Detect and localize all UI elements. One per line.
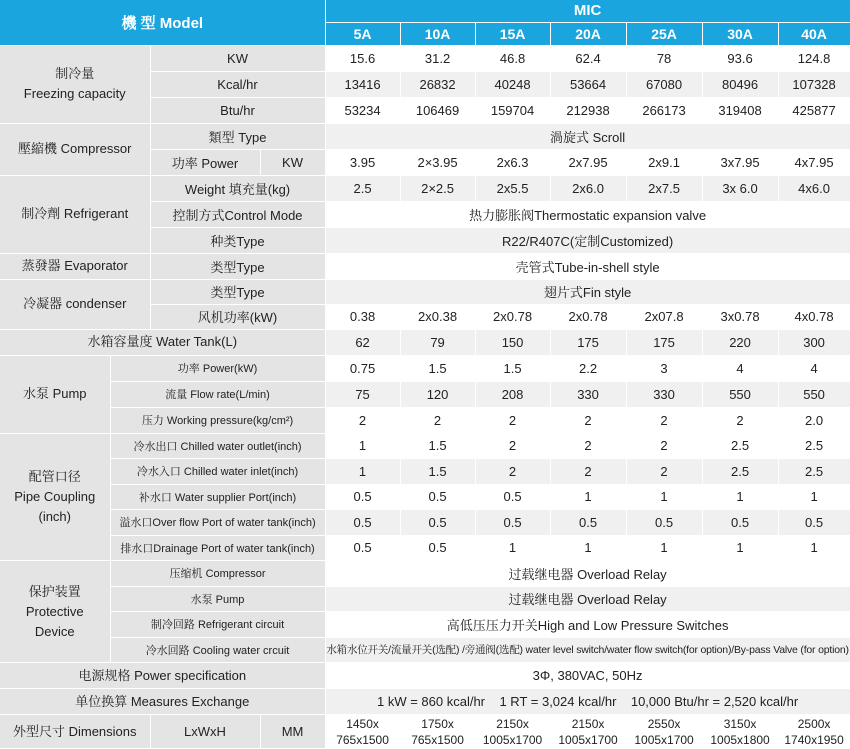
dimension-line: 2150x [496, 716, 529, 731]
model-column-header: 5A [325, 22, 400, 45]
value-cell: 0.5 [626, 510, 702, 536]
value-cell: 3 [626, 355, 702, 381]
value-cell: 550 [702, 381, 778, 407]
value-cell: 425877 [778, 97, 850, 123]
value-cell: 2.5 [702, 433, 778, 459]
category-cell [0, 433, 110, 561]
dimension-line: 1005x1700 [558, 732, 618, 747]
sub-label: 冷水出口 Chilled water outlet(inch) [110, 433, 325, 459]
value-cell: 2 [475, 433, 550, 459]
category-line: Pipe Coupling [14, 488, 96, 504]
value-cell: 0.5 [778, 510, 850, 536]
value-cell [702, 715, 778, 749]
sub-label: LxWxH [150, 715, 260, 749]
dimension-line: 2550x [647, 716, 681, 731]
value-cell: 2 [626, 459, 702, 485]
value-cell: 1.5 [400, 433, 475, 459]
value-cell: 1.5 [475, 355, 550, 381]
value-cell: 3x0.78 [702, 304, 778, 329]
value-cell: 2 [550, 433, 626, 459]
value-cell: 330 [626, 381, 702, 407]
dimension-line: 1005x1700 [482, 732, 543, 747]
table-row [0, 0, 850, 22]
sub-label: 功率 Power [150, 149, 260, 175]
value-cell: 120 [400, 381, 475, 407]
value-cell: 1 [702, 484, 778, 510]
unit-label: KW [260, 149, 325, 175]
category-cell [0, 45, 150, 123]
value-cell [626, 715, 702, 749]
value-cell: 过载继电器 Overload Relay [325, 561, 850, 587]
category-line: 保护装置 [28, 583, 81, 599]
table-row [0, 123, 850, 149]
sub-label: 溢水口Over flow Port of water tank(inch) [110, 510, 325, 536]
value-cell: 75 [325, 381, 400, 407]
model-column-header: 25A [626, 22, 702, 45]
value-cell: 1 [626, 484, 702, 510]
value-cell: 53234 [325, 97, 400, 123]
value-cell: 2x5.5 [475, 175, 550, 201]
value-cell: 93.6 [702, 45, 778, 71]
table-row [0, 253, 850, 279]
value-cell: 2x07.8 [626, 304, 702, 329]
dimension-line: 2500x [797, 716, 831, 731]
value-cell [400, 715, 475, 749]
value-cell: 2.5 [702, 459, 778, 485]
value-cell: 0.5 [400, 510, 475, 536]
sub-label: KW [150, 45, 325, 71]
category-cell: 水泵 Pump [0, 355, 110, 433]
value-cell: 0.5 [702, 510, 778, 536]
model-column-header: 15A [475, 22, 550, 45]
value-cell: 67080 [626, 71, 702, 97]
model-column-header: 30A [702, 22, 778, 45]
value-cell: 4 [778, 355, 850, 381]
sub-label: 压力 Working pressure(kg/cm²) [110, 407, 325, 433]
value-cell: 159704 [475, 97, 550, 123]
value-cell: 80496 [702, 71, 778, 97]
value-cell: 0.5 [325, 510, 400, 536]
sub-label: Kcal/hr [150, 71, 325, 97]
category-cell: 单位换算 Measures Exchange [0, 689, 325, 715]
value-cell: 40248 [475, 71, 550, 97]
value-cell: 3.95 [325, 149, 400, 175]
value-cell: 2.5 [778, 433, 850, 459]
value-cell: 53664 [550, 71, 626, 97]
category-line: Device [34, 623, 75, 639]
table-row [0, 663, 850, 689]
sub-label: 类型Type [150, 253, 325, 279]
value-cell: 1.5 [400, 459, 475, 485]
dimension-line: 1740x1950 [784, 732, 844, 747]
sub-label: 冷水回路 Cooling water crcuit [110, 637, 325, 663]
value-cell: 106469 [400, 97, 475, 123]
value-cell: 2.0 [778, 407, 850, 433]
category-cell: 蒸發器 Evaporator [0, 253, 150, 279]
value-cell: 1 [325, 459, 400, 485]
category-line: 制冷量 [55, 66, 95, 81]
value-cell: 0.75 [325, 355, 400, 381]
sub-label: 排水口Drainage Port of water tank(inch) [110, 535, 325, 561]
model-column-header: 10A [400, 22, 475, 45]
category-cell: 冷凝器 condenser [0, 279, 150, 329]
value-cell: 2x6.0 [550, 175, 626, 201]
value-cell [550, 715, 626, 749]
value-cell: 1 [475, 535, 550, 561]
sub-label: 补水口 Water supplier Port(inch) [110, 484, 325, 510]
table-row [0, 175, 850, 201]
sub-label: 制冷回路 Refrigerant circuit [110, 612, 325, 638]
category-line: 配管口径 [28, 468, 81, 484]
table-row [0, 381, 850, 407]
value-cell: 220 [702, 329, 778, 355]
table-row [0, 586, 850, 612]
value-cell: 107328 [778, 71, 850, 97]
value-cell: 150 [475, 329, 550, 355]
value-cell: 1 kW = 860 kcal/hr 1 RT = 3,024 kcal/hr 10,000 Btu/hr = 2,520 kcal/hr [325, 689, 850, 715]
value-cell: 79 [400, 329, 475, 355]
category-cell: 壓縮機 Compressor [0, 123, 150, 175]
value-cell: 2×2.5 [400, 175, 475, 201]
value-cell: 31.2 [400, 45, 475, 71]
table-row [0, 459, 850, 485]
model-column-header: 20A [550, 22, 626, 45]
table-row [0, 510, 850, 536]
value-cell: 2.2 [550, 355, 626, 381]
category-cell: 外型尺寸 Dimensions [0, 715, 150, 749]
value-cell: 0.5 [475, 510, 550, 536]
value-cell: 0.5 [550, 510, 626, 536]
value-cell: 0.5 [475, 484, 550, 510]
value-cell: 2 [475, 407, 550, 433]
value-cell: 0.5 [325, 535, 400, 561]
table-row [0, 45, 850, 71]
dimension-line: 1005x1700 [634, 732, 694, 747]
value-cell: 266173 [626, 97, 702, 123]
dimension-line: 2150x [571, 716, 605, 731]
table-row [0, 407, 850, 433]
series-header: MIC [325, 0, 850, 22]
value-cell: 46.8 [475, 45, 550, 71]
model-column-header: 40A [778, 22, 850, 45]
model-header: 機 型 Model [0, 0, 325, 45]
value-cell: 渦旋式 Scroll [325, 123, 850, 149]
value-cell: R22/R407C(定制Customized) [325, 227, 850, 253]
value-cell: 62 [325, 329, 400, 355]
value-cell: 0.5 [400, 535, 475, 561]
value-cell: 62.4 [550, 45, 626, 71]
table-row [0, 279, 850, 304]
dimension-line: 765x1500 [336, 732, 389, 747]
value-cell: 2 [626, 433, 702, 459]
value-cell: 13416 [325, 71, 400, 97]
sub-label: 流量 Flow rate(L/min) [110, 381, 325, 407]
value-cell: 78 [626, 45, 702, 71]
value-cell: 3Φ, 380VAC, 50Hz [325, 663, 850, 689]
value-cell: 2 [626, 407, 702, 433]
sub-label: 压缩机 Compressor [110, 561, 325, 587]
value-cell: 1 [778, 484, 850, 510]
value-cell: 4 [702, 355, 778, 381]
value-cell: 3x 6.0 [702, 175, 778, 201]
value-cell: 212938 [550, 97, 626, 123]
table-row [0, 355, 850, 381]
sub-label: 种类Type [150, 227, 325, 253]
category-line: (inch) [38, 508, 71, 524]
value-cell: 2x0.78 [550, 304, 626, 329]
table-row [0, 484, 850, 510]
value-cell: 1 [325, 433, 400, 459]
value-cell: 过载继电器 Overload Relay [325, 586, 850, 612]
value-cell: 26832 [400, 71, 475, 97]
value-cell: 208 [475, 381, 550, 407]
table-row [0, 637, 850, 663]
value-cell: 1 [626, 535, 702, 561]
value-cell: 2x7.95 [550, 149, 626, 175]
value-cell: 0.5 [400, 484, 475, 510]
value-cell: 3x7.95 [702, 149, 778, 175]
value-cell: 2 [325, 407, 400, 433]
dimension-line: 1750x [421, 716, 454, 731]
value-cell: 330 [550, 381, 626, 407]
value-cell: 高低压压力开关High and Low Pressure Switches [325, 612, 850, 638]
value-cell: 319408 [702, 97, 778, 123]
table-row [0, 715, 850, 749]
sub-label: 功率 Power(kW) [110, 355, 325, 381]
category-cell: 制冷劑 Refrigerant [0, 175, 150, 253]
value-cell: 175 [550, 329, 626, 355]
value-cell: 0.38 [325, 304, 400, 329]
dimension-line: 765x1500 [411, 732, 464, 747]
value-cell: 2x0.78 [475, 304, 550, 329]
category-line: Protective [25, 603, 84, 619]
sub-label: 冷水入口 Chilled water inlet(inch) [110, 459, 325, 485]
dimension-line: 1005x1800 [710, 732, 770, 747]
category-cell: 电源规格 Power specification [0, 663, 325, 689]
category-cell [0, 561, 110, 663]
value-cell: 2 [475, 459, 550, 485]
value-cell: 壳管式Tube-in-shell style [325, 253, 850, 279]
unit-label: MM [260, 715, 325, 749]
value-cell: 水箱水位开关/流量开关(选配) /旁通阀(选配) water level switch/water flow switch(for option)/By-pass Valve (for option) [325, 637, 850, 663]
value-cell: 1 [778, 535, 850, 561]
table-row [0, 535, 850, 561]
value-cell: 4x7.95 [778, 149, 850, 175]
table-row [0, 561, 850, 587]
sub-label: 水泵 Pump [110, 586, 325, 612]
value-cell: 1 [702, 535, 778, 561]
table-row [0, 433, 850, 459]
value-cell: 2.5 [325, 175, 400, 201]
value-cell: 15.6 [325, 45, 400, 71]
sub-label: 類型 Type [150, 123, 325, 149]
sub-label: 控制方式Control Mode [150, 201, 325, 227]
value-cell: 175 [626, 329, 702, 355]
value-cell: 2 [550, 459, 626, 485]
value-cell: 2 [702, 407, 778, 433]
value-cell: 热力膨胀阀Thermostatic expansion valve [325, 201, 850, 227]
category-cell: 水箱容量度 Water Tank(L) [0, 329, 325, 355]
sub-label: 类型Type [150, 279, 325, 304]
value-cell: 2×3.95 [400, 149, 475, 175]
value-cell: 2.5 [778, 459, 850, 485]
value-cell: 4x0.78 [778, 304, 850, 329]
value-cell [475, 715, 550, 749]
value-cell: 2x6.3 [475, 149, 550, 175]
value-cell: 1 [550, 535, 626, 561]
value-cell: 2 [550, 407, 626, 433]
table-row [0, 329, 850, 355]
value-cell: 1 [550, 484, 626, 510]
value-cell: 2x7.5 [626, 175, 702, 201]
sub-label: Btu/hr [150, 97, 325, 123]
dimension-line: 1450x [346, 716, 379, 731]
value-cell: 2x0.38 [400, 304, 475, 329]
value-cell: 4x6.0 [778, 175, 850, 201]
value-cell: 翅片式Fin style [325, 279, 850, 304]
value-cell: 0.5 [325, 484, 400, 510]
table-row [0, 612, 850, 638]
value-cell: 2x9.1 [626, 149, 702, 175]
value-cell [325, 715, 400, 749]
sub-label: 风机功率(kW) [150, 304, 325, 329]
category-line: Freezing capacity [23, 86, 126, 101]
value-cell: 300 [778, 329, 850, 355]
sub-label: Weight 填充量(kg) [150, 175, 325, 201]
value-cell: 550 [778, 381, 850, 407]
value-cell: 124.8 [778, 45, 850, 71]
dimension-line: 3150x [723, 716, 757, 731]
value-cell: 2 [400, 407, 475, 433]
value-cell: 1.5 [400, 355, 475, 381]
table-row [0, 689, 850, 715]
value-cell [778, 715, 850, 749]
